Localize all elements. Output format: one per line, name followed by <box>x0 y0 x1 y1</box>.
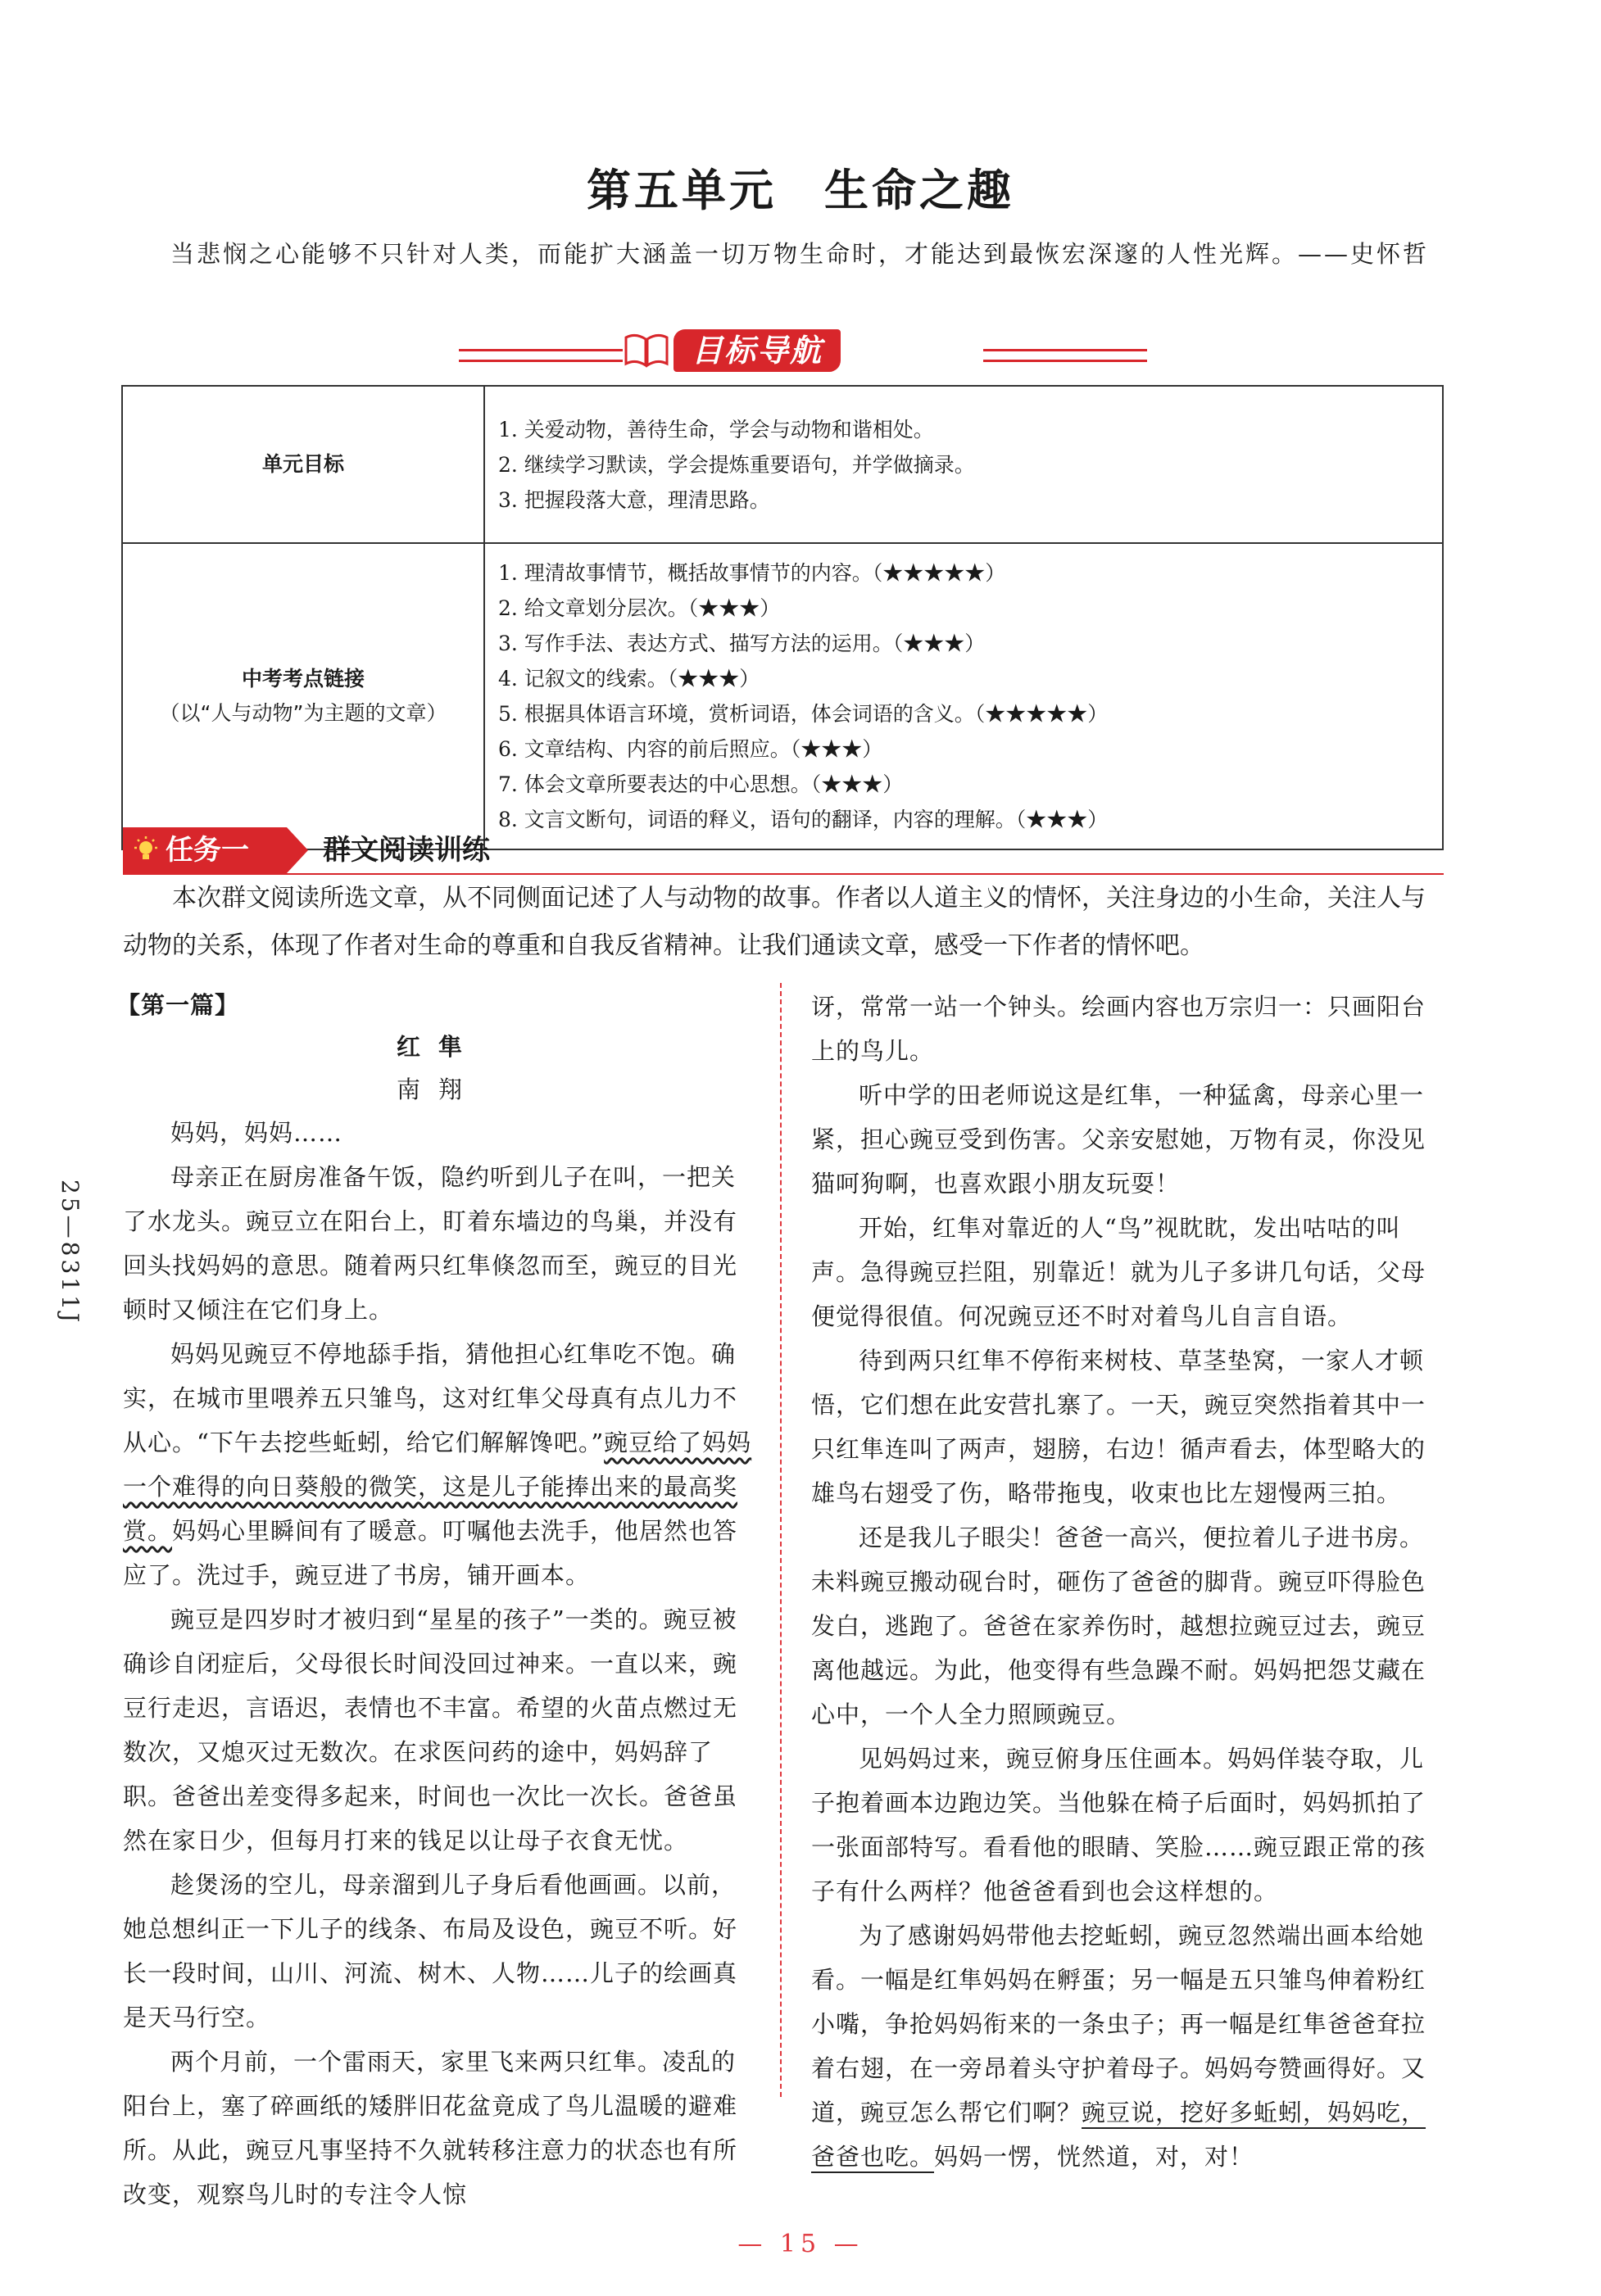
goals-table <box>121 385 1444 850</box>
paragraph: 妈妈，妈妈…… <box>170 1119 343 1147</box>
article-right-column <box>811 985 1444 2171</box>
lightbulb-icon <box>131 836 161 865</box>
paragraph: 还是我儿子眼尖！爸爸一高兴，便拉着儿子进书房。未料豌豆搬动砚台时，砸伤了爸爸的脚背。豌豆吓得脸色发白，逃跑了。爸爸在家养伤时，越想拉豌豆过去，豌豆离他越远。为此，他变得有些急躁不耐。妈妈把怨艾藏在心中，一个人全力照顾豌豆。 <box>811 1524 1426 1728</box>
exam-points-title: 中考考点链接 <box>241 667 365 691</box>
open-book-icon <box>623 331 670 369</box>
paragraph: 开始，红隼对靠近的人“鸟”视眈眈，发出咕咕的叫声。急得豌豆拦阻，别靠近！就为儿子多讲几句话，父母便觉得很值。何况豌豆还不时对着鸟儿自言自语。 <box>811 1214 1426 1330</box>
paragraph: 两个月前，一个雷雨天，家里飞来两只红隼。凌乱的阳台上，塞了碎画纸的矮胖旧花盆竟成了鸟儿温暖的避难所。从此，豌豆凡事坚持不久就转移注意力的状态也有所改变，观察鸟儿时的专注令人惊 <box>123 2048 738 2208</box>
task-tag-label: 任务一 <box>166 834 249 867</box>
article-title: 红隼 <box>396 1033 480 1061</box>
banner-label: 目标导航 <box>674 329 841 372</box>
paragraph-text: 妈妈一愣，恍然道，对，对！ <box>934 2143 1254 2171</box>
task-intro: 本次群文阅读所选文章，从不同侧面记述了人与动物的故事。作者以人道主义的情怀，关注身边的小生命，关注人与动物的关系，体现了作者对生命的尊重和自我反省精神。让我们通读文章，感受一下作者的情怀吧。 <box>123 884 1426 960</box>
epigraph: 当悲悯之心能够不只针对人类，而能扩大涵盖一切万物生命时，才能达到最恢宏深邃的人性光辉。——史怀哲 <box>170 240 1430 268</box>
goal-navigation-banner <box>623 326 983 378</box>
paragraph <box>123 1332 754 1597</box>
paragraph-text: 为了感谢妈妈带他去挖蚯蚓，豌豆忽然端出画本给她看。一幅是红隼妈妈在孵蛋；另一幅是五只雏鸟伸着粉红小嘴，争抢妈妈衔来的一条虫子；再一幅是红隼爸爸耷拉着右翅，在一旁昂着头守护着母子。妈妈夸赞画得好。又道，豌豆怎么帮它们啊？ <box>811 1922 1426 2126</box>
task-title: 群文阅读训练 <box>323 834 490 867</box>
list-item: 1. 理清故事情节，概括故事情节的内容。（★★★★★） <box>498 561 1006 585</box>
paragraph: 讶，常常一站一个钟头。绘画内容也万宗归一：只画阳台上的鸟儿。 <box>811 993 1426 1065</box>
unit-goals-label: 单元目标 <box>122 386 484 543</box>
list-item: 7. 体会文章所要表达的中心思想。（★★★） <box>498 772 904 796</box>
paragraph: 听中学的田老师说这是红隼，一种猛禽，母亲心里一紧，担心豌豆受到伤害。父亲安慰她，万物有灵，你没见猫呵狗啊，也喜欢跟小朋友玩耍！ <box>811 1081 1426 1198</box>
table-row <box>122 386 1443 543</box>
list-item: 5. 根据具体语言环境，赏析词语，体会词语的含义。（★★★★★） <box>498 702 1109 726</box>
article-left-column <box>116 985 754 2208</box>
paragraph: 待到两只红隼不停衔来树枝、草茎垫窝，一家人才顿悟，它们想在此安营扎寨了。一天，豌豆突然指着其中一只红隼连叫了两声，翅膀，右边！循声看去，体型略大的雄鸟右翅受了伤，略带拖曳，收束也比左翅慢两三拍。 <box>811 1347 1426 1507</box>
wavy-underlined-text: 豌豆给了妈妈一个难得的向日葵般的微笑，这是儿子能捧出来的最高奖赏。 <box>123 1429 752 1545</box>
column-divider <box>780 983 782 2097</box>
list-item: 2. 给文章划分层次。（★★★） <box>498 596 781 620</box>
paragraph <box>811 1913 1444 2179</box>
exam-points-items <box>484 543 1443 849</box>
list-item: 8. 文言文断句，词语的释义，语句的翻译，内容的理解。（★★★） <box>498 808 1109 831</box>
list-item: 1. 关爱动物，善待生命，学会与动物和谐相处。 <box>498 417 934 442</box>
list-item: 3. 写作手法、表达方式、描写方法的运用。（★★★） <box>498 632 986 655</box>
paragraph-text: 妈妈心里瞬间有了暖意。叮嘱他去洗手，他居然也答应了。洗过手，豌豆进了书房，铺开画本。 <box>123 1517 738 1589</box>
paragraph: 豌豆是四岁时才被归到“星星的孩子”一类的。豌豆被确诊自闭症后，父母很长时间没回过神来。一直以来，豌豆行走迟，言语迟，表情也不丰富。希望的火苗点燃过无数次，又熄灭过无数次。在求医问药的途中，妈妈辞了职。爸爸出差变得多起来，时间也一次比一次长。爸爸虽然在家日少，但每月打来的钱足以让母子衣食无忧。 <box>123 1605 738 1854</box>
exam-points-sublabel: （以“人与动物”为主题的文章） <box>159 701 447 725</box>
paragraph: 见妈妈过来，豌豆俯身压住画本。妈妈佯装夺取，儿子抱着画本边跑边笑。当他躲在椅子后面时，妈妈抓拍了一张面部特写。看看他的眼睛、笑脸……豌豆跟正常的孩子有什么两样？他爸爸看到也会这样想的。 <box>811 1745 1426 1905</box>
page-number: — 15 — <box>737 2230 864 2258</box>
banner-decor-left <box>459 349 623 362</box>
article-author: 南翔 <box>396 1076 480 1103</box>
list-item: 4. 记叙文的线索。（★★★） <box>498 667 760 691</box>
list-item: 3. 把握段落大意，理清思路。 <box>498 487 770 512</box>
underlined-text: 豌豆说，挖好多蚯蚓，妈妈吃，爸爸也吃。 <box>811 2099 1426 2171</box>
paragraph: 母亲正在厨房准备午饭，隐约听到儿子在叫，一把关了水龙头。豌豆立在阳台上，盯着东墙边的鸟巢，并没有回头找妈妈的意思。随着两只红隼倏忽而至，豌豆的目光顿时又倾注在它们身上。 <box>123 1163 738 1324</box>
paragraph-text: 妈妈见豌豆不停地舔手指，猜他担心红隼吃不饱。确实，在城市里喂养五只雏鸟，这对红隼父母真有点儿力不从心。“下午去挖些蚯蚓，给它们解解馋吧。” <box>123 1340 738 1456</box>
section-label: 【第一篇】 <box>116 991 240 1019</box>
list-item: 6. 文章结构、内容的前后照应。（★★★） <box>498 737 883 761</box>
side-code: 25—8311J <box>57 1180 84 1326</box>
unit-title: 第五单元 生命之趣 <box>587 165 1014 216</box>
unit-goals-items <box>484 386 1443 543</box>
table-row <box>122 543 1443 849</box>
task-tag <box>123 827 287 873</box>
list-item: 2. 继续学习默读，学会提炼重要语句，并学做摘录。 <box>498 452 975 477</box>
paragraph: 趁煲汤的空儿，母亲溜到儿子身后看他画画。以前，她总想纠正一下儿子的线条、布局及设色，豌豆不听。好长一段时间，山川、河流、树木、人物……儿子的绘画真是天马行空。 <box>123 1871 738 2031</box>
exam-points-label <box>122 543 484 849</box>
banner-decor-right <box>983 349 1147 362</box>
